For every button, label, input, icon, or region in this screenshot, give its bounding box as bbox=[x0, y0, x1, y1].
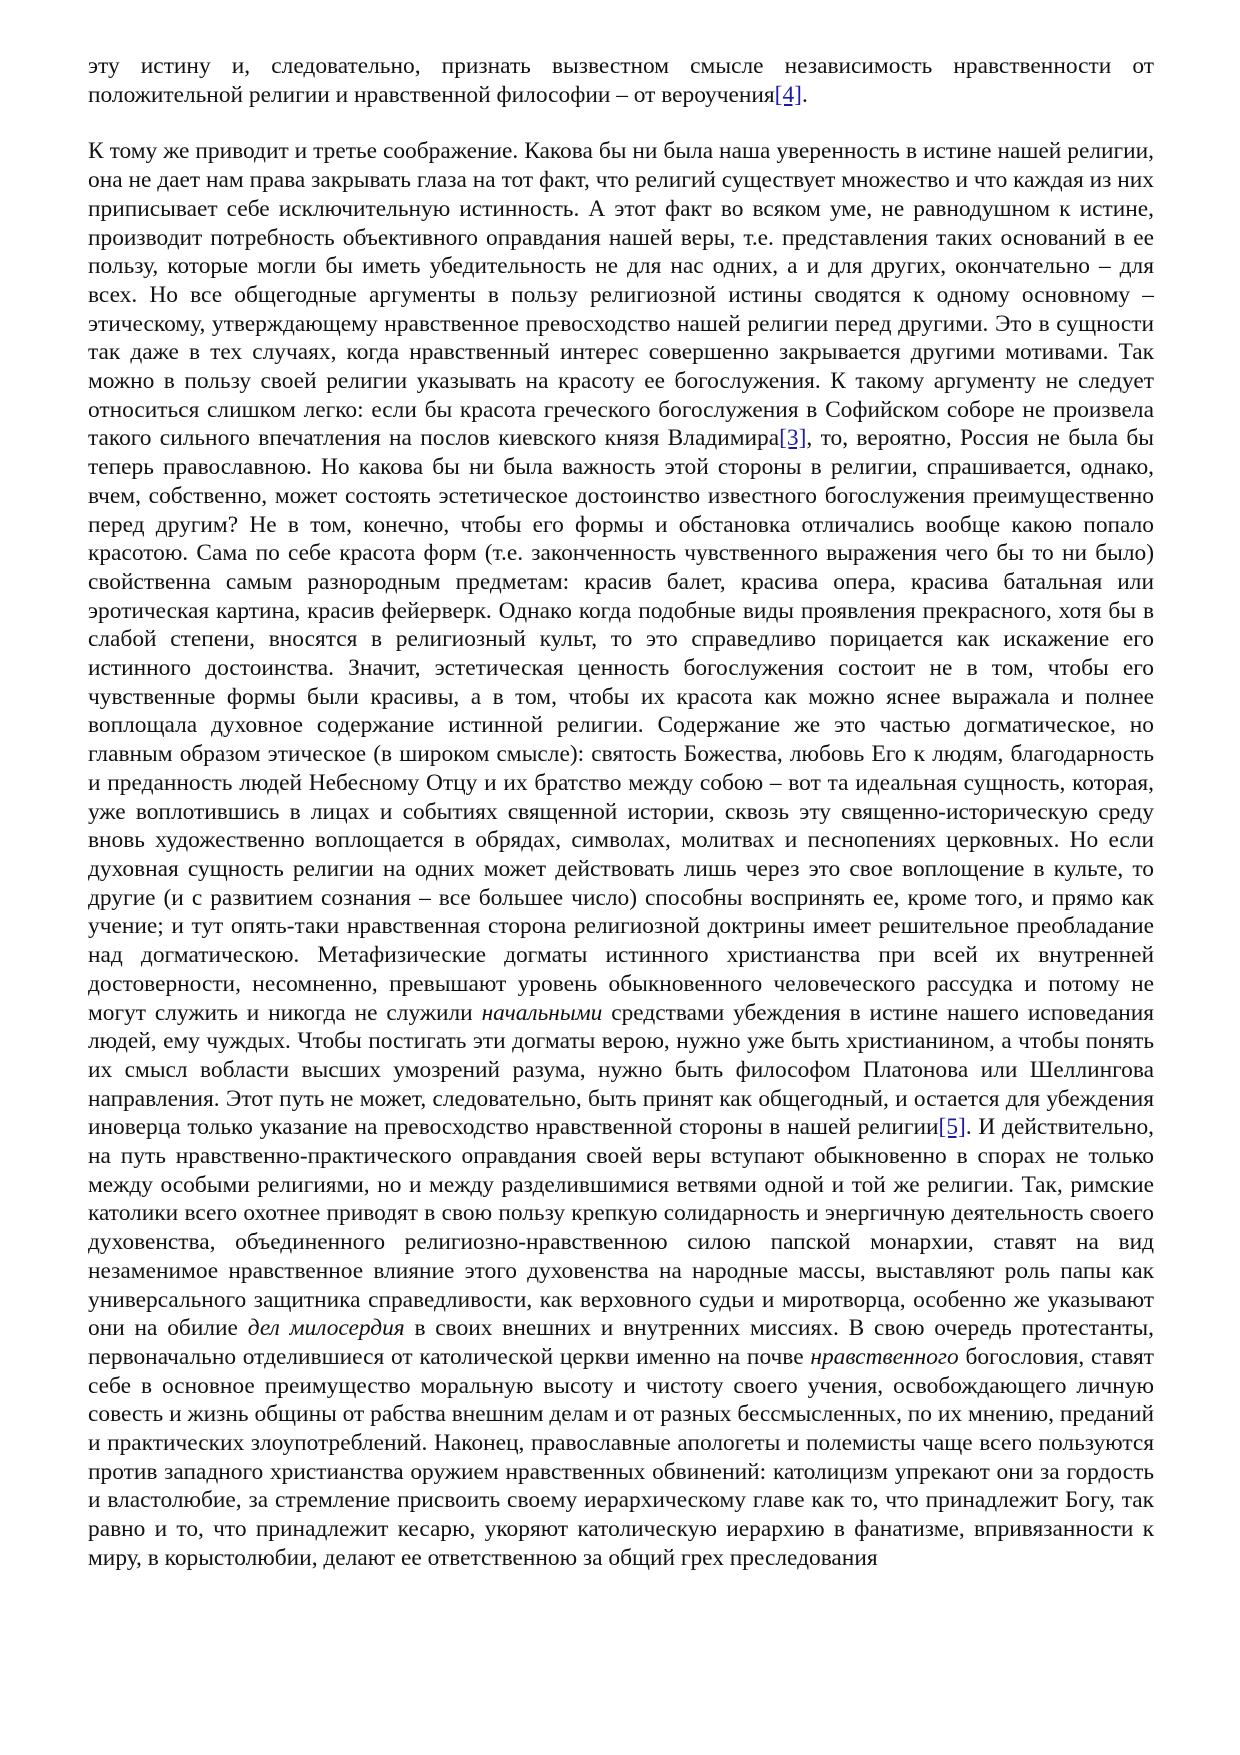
footnote-link-3[interactable]: [3] bbox=[779, 425, 807, 452]
footnote-link-4[interactable]: [4] bbox=[774, 81, 802, 108]
document-page bbox=[88, 52, 1154, 1573]
emphasis-text: дел милосердия bbox=[247, 1315, 405, 1342]
emphasis-text: нравственного bbox=[810, 1343, 959, 1370]
paragraph-2 bbox=[88, 137, 1154, 1572]
footnote-link-5[interactable]: [5] bbox=[938, 1114, 966, 1141]
text-segment: К тому же приводит и третье соображение. Какова бы ни была наша уверенность в истине нашей религии, она не дает нам права закрывать глаза на тот факт, что религий существует множество и что каждая из них приписывает себе исключительную истинность. А этот факт во всяком уме, не равнодушном к истине, производит потребность объективного оправдания нашей веры, т.е. представления таких оснований в ее пользу, которые могли бы иметь убедительность не для нас одних, а и для других, окончательно – для всех. Но все общегодные аргументы в пользу религиозной истины сводятся к одному основному – этическому, утверждающему нравственное превосходство нашей религии перед другими. Это в сущности так даже в тех случаях, когда нравственный интерес совершенно закрывается другими мотивами. Так можно в пользу своей религии указывать на красоту ее богослужения. К такому аргументу не следует относиться слишком легко: если бы красота греческого богослужения в Софийском соборе не произвела такого сильного впечатления на послов киевского князя Владимира bbox=[88, 138, 1154, 452]
text-segment: эту истину и, следовательно, признать вызвестном смысле независимость нравственности от положительной религии и нравственной философии – от вероучения bbox=[88, 53, 1154, 108]
text-segment: в своих внешних и внутренних миссиях. В свою очередь протестанты, первоначально отделившиеся от католической церкви именно на почве bbox=[88, 1315, 1154, 1370]
paragraph-1 bbox=[88, 52, 1154, 109]
emphasis-text: начальными bbox=[481, 999, 603, 1026]
text-segment: . bbox=[801, 81, 808, 108]
text-segment: , то, вероятно, Россия не была бы теперь православною. Но какова бы ни была важность этой стороны в религии, спрашивается, однако, вчем, собственно, может состоять эстетическое достоинство известного богослужения преимущественно перед другим? Не в том, конечно, чтобы его формы и обстановка отличались вообще какою попало красотою. Сама по себе красота форм (т.е. законченность чувственного выражения чего бы то ни было) свойственна самым разнородным предметам: красив балет, красива опера, красива батальная или эротическая картина, красив фейерверк. Однако когда подобные виды проявления прекрасного, хотя бы в слабой степени, вносятся в религиозный культ, то это справедливо порицается как искажение его истинного достоинства. Значит, эстетическая ценность богослужения состоит не в том, чтобы его чувственные формы были красивы, а в том, чтобы их красота как можно яснее выражала и полнее воплощала духовное содержание истинной религии. Содержание же это частью догматическое, но главным образом этическое (в широком смысле): святость Божества, любовь Его к людям, благодарность и преданность людей Небесному Отцу и их братство между собою – вот та идеальная сущность, которая, уже воплотившись в лицах и событиях священной истории, сквозь эту священно-историческую среду вновь художественно воплощается в обрядах, символах, молитвах и песнопениях церковных. Но если духовная сущность религии на одних может действовать лишь через это свое воплощение в культе, то другие (и с развитием сознания – все большее число) способны воспринять ее, кроме того, и прямо как учение; и тут опять-таки нравственная сторона религиозной доктрины имеет решительное преобладание над догматическою. Метафизические догматы истинного христианства при всей их внутренней достоверности, несомненно, превышают уровень обыкновенного человеческого рассудка и потому не могут служить и никогда не служили bbox=[88, 425, 1154, 1026]
text-segment: . И действительно, на путь нравственно-практического оправдания своей веры вступают обыкновенно в спорах не только между особыми религиями, но и между разделившимися ветвями одной и той же религии. Так, римские католики всего охотнее приводят в свою пользу крепкую солидарность и энергичную деятельность своего духовенства, объединенного религиозно-нравственною силою папской монархии, ставят на вид незаменимое нравственное влияние этого духовенства на народные массы, выставляют роль папы как универсального защитника справедливости, как верховного судьи и миротворца, особенно же указывают они на обилие bbox=[88, 1114, 1155, 1342]
text-segment: средствами убеждения в истине нашего исповедания людей, ему чуждых. Чтобы постигать эти догматы верою, нужно уже быть христианином, а чтобы понять их смысл вобласти высших умозрений разума, нужно быть философом Платонова или Шеллингова направления. Этот путь не может, следовательно, быть принят как общегодный, и остается для убеждения иноверца только указание на превосходство нравственной стороны в нашей религии bbox=[88, 999, 1154, 1141]
text-segment: богословия, ставят себе в основное преимущество моральную высоту и чистоту своего учения, освобождающего личную совесть и жизнь общины от рабства внешним делам и от разных бессмысленных, по их мнению, преданий и практических злоупотреблений. Наконец, православные апологеты и полемисты чаще всего пользуются против западного христианства оружием нравственных обвинений: католицизм упрекают они за гордость и властолюбие, за стремление присвоить своему иерархическому главе как то, что принадлежит Богу, так равно и то, что принадлежит кесарю, укоряют католическую иерархию в фанатизме, впривязанности к миру, в корыстолюбии, делают ее ответственною за общий грех преследования bbox=[88, 1343, 1154, 1571]
